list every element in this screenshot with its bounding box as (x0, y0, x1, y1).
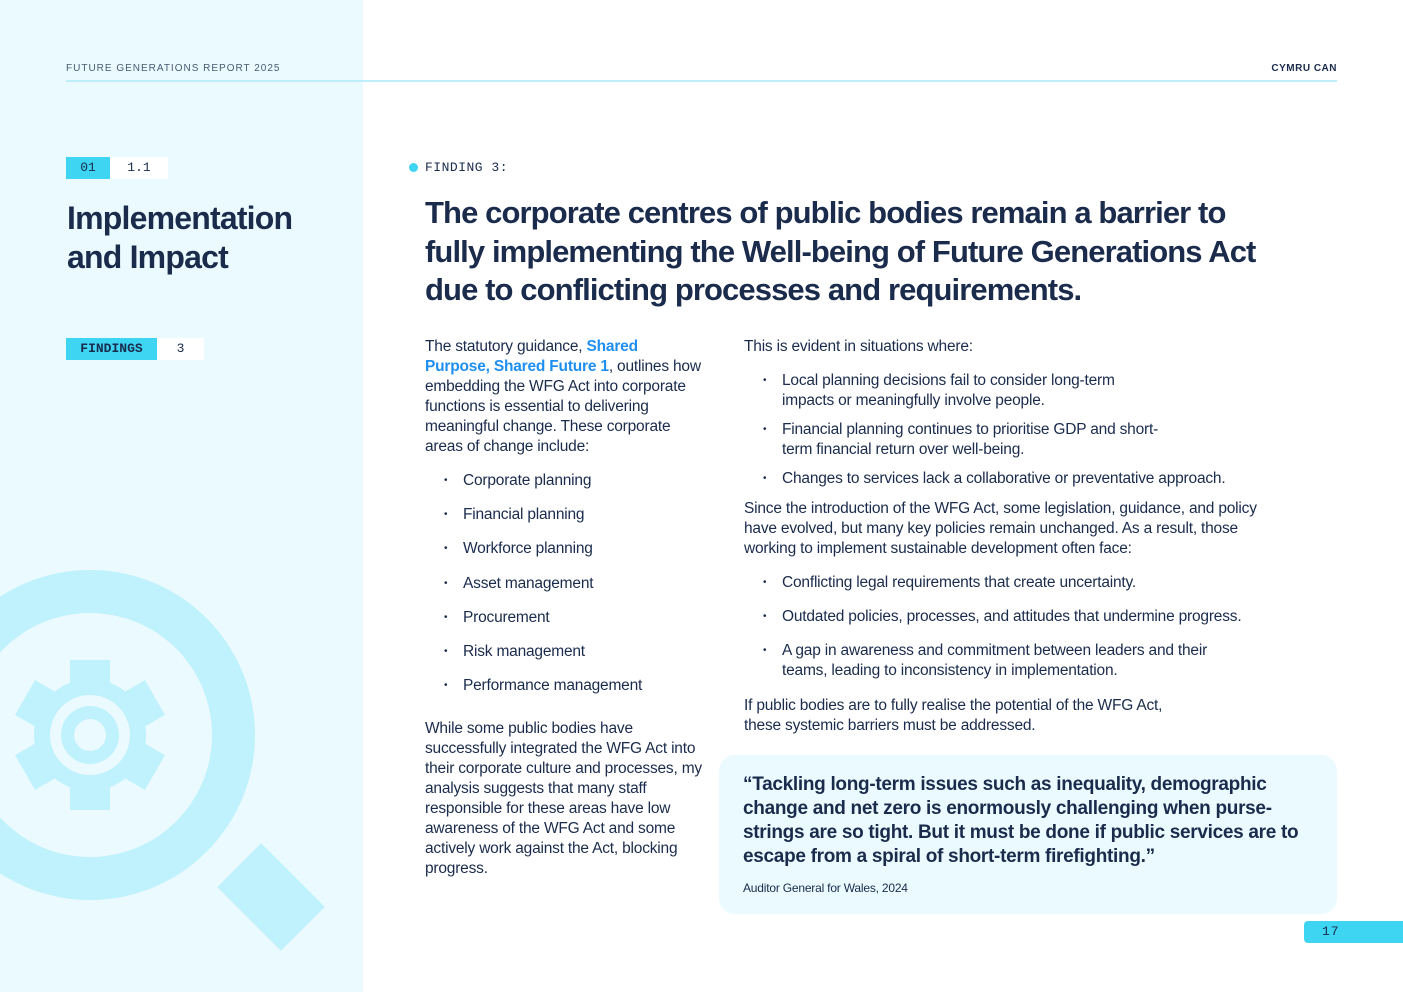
section-number[interactable]: 1.1 (110, 157, 168, 179)
right-column (744, 337, 1304, 736)
list-item: • Local planning decisions fail to consider long-term impacts or meaningfully involve people. (782, 371, 1304, 411)
magnifier-gear-icon (0, 560, 363, 992)
finding-headline: The corporate centres of public bodies remain a barrier to fully implementing the Well-being of Future Generations Act due to conflicting processes and requirements. (425, 195, 1256, 307)
bullet-dot-icon (409, 163, 418, 172)
pull-quote (719, 755, 1337, 914)
list-item: • Asset management (463, 574, 642, 608)
list-item: • Financial planning (463, 505, 642, 539)
list-item: • Conflicting legal requirements that create uncertainty. (782, 573, 1304, 593)
breadcrumb (66, 157, 168, 179)
brand-name: CYMRU CAN (1271, 63, 1337, 74)
list-item: • Procurement (463, 608, 642, 642)
list-item: • Financial planning continues to prioritise GDP and short-term financial return over well-being. (782, 420, 1304, 460)
sidebar (0, 0, 363, 992)
page-number: 17 (1304, 921, 1403, 943)
situations-list (782, 371, 1304, 489)
list-item: • Workforce planning (463, 539, 642, 573)
quote-attribution: Auditor General for Wales, 2024 (743, 881, 908, 895)
conclusion: If public bodies are to fully realise the potential of the WFG Act, these systemic barriers must be addressed. (744, 697, 1163, 734)
chapter-number[interactable]: 01 (66, 157, 110, 179)
header-divider (66, 80, 1337, 82)
challenges-list (782, 573, 1304, 681)
list-item: • Risk management (463, 642, 642, 676)
list-item: • A gap in awareness and commitment between leaders and their teams, leading to inconsistency in implementation. (782, 641, 1304, 681)
finding-label-text: FINDING 3: (425, 160, 509, 175)
guidance-link[interactable]: Shared Purpose, Shared Future 1 (425, 338, 638, 375)
finding-label (409, 160, 508, 175)
section-title: Implementation and Impact (67, 200, 293, 275)
report-title: FUTURE GENERATIONS REPORT 2025 (66, 63, 281, 74)
findings-tag (66, 338, 204, 360)
challenges-intro: Since the introduction of the WFG Act, some legislation, guidance, and policy have evolved, but many key policies remain unchanged. As a result, those working to implement sustainable development often face: (744, 500, 1257, 557)
list-item: • Outdated policies, processes, and attitudes that undermine progress. (782, 607, 1304, 627)
situations-intro: This is evident in situations where: (744, 338, 973, 355)
list-item: • Corporate planning (463, 471, 642, 505)
findings-label: FINDINGS (66, 338, 157, 360)
findings-count: 3 (157, 338, 204, 360)
quote-text: “Tackling long-term issues such as inequality, demographic change and net zero is enormously challenging when purse-strings are so tight. But it must be done if public services are to escape from a spiral of short-term firefighting.” (743, 774, 1299, 867)
guidance-intro: The statutory guidance, Shared Purpose, Shared Future 1, outlines how embedding the WFG Act into corporate functions is essential to delivering meaningful change. These corporate areas of change include: (425, 338, 701, 455)
closing-paragraph: While some public bodies have successfully integrated the WFG Act into their corporate culture and processes, my analysis suggests that many staff responsible for these areas have low awareness of the WFG Act and some actively work against the Act, blocking progress. (425, 720, 702, 877)
corporate-areas-list (463, 471, 642, 710)
list-item: • Changes to services lack a collaborative or preventative approach. (782, 469, 1304, 489)
list-item: • Performance management (463, 676, 642, 710)
